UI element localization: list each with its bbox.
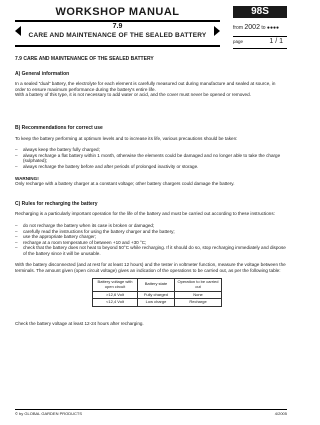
model-badge: 98S bbox=[233, 6, 287, 18]
table-header-cell: Battery voltage with open circuit bbox=[93, 278, 138, 291]
paragraph: Recharging is a particularly important operation for the life of the battery and must be carried out according to these instructions: bbox=[15, 211, 275, 217]
heading-general-information: A) General information bbox=[15, 70, 70, 77]
list-item: – recharge at a room temperature of between +10 and +30 °C; bbox=[15, 240, 287, 246]
list-item: – carefully read the instructions for using the battery charger and the battery; bbox=[15, 229, 287, 235]
table-header-cell: Battery state bbox=[138, 278, 175, 291]
to-dots: ●●●● bbox=[266, 25, 280, 31]
section-heading: 7.9 CARE AND MAINTENANCE OF THE SEALED BATTERY bbox=[15, 56, 154, 62]
section-bar bbox=[15, 23, 220, 45]
paragraph: In a sealed “dual” battery, the electrolyte for each element is carefully measured out during manufacture and sealed at source, in order to ensure maximum performance during the battery's entire life. bbox=[15, 81, 276, 92]
table-cell: Fully charged bbox=[138, 291, 175, 299]
warning-title: WARNING! bbox=[15, 175, 39, 181]
page-number: 1 / 1 bbox=[269, 38, 283, 45]
to-label: to bbox=[261, 25, 266, 31]
validity-range bbox=[233, 24, 289, 31]
table-row bbox=[93, 299, 222, 307]
edition-date: 4/2005 bbox=[274, 411, 287, 416]
section-subtitle: CARE AND MAINTENANCE OF THE SEALED BATTERY bbox=[28, 32, 207, 39]
manual-title: WORKSHOP MANUAL bbox=[55, 6, 180, 18]
paragraph: With the battery disconnected (and at rest for at least 12 hours) and the tester in voltmeter function, measure the voltage between the terminals. The amount given (open circuit voltage) gives an indication of the operations to be carried out, as per the following table: bbox=[15, 262, 286, 274]
copyright: © by GLOBAL GARDEN PRODUCTS bbox=[15, 411, 83, 416]
from-year: 2002 bbox=[244, 24, 260, 31]
list-item: – do not recharge the battery when its case is broken or damaged; bbox=[15, 223, 287, 229]
table-cell: Recharge bbox=[175, 299, 222, 307]
page-header bbox=[15, 6, 287, 50]
header-divider bbox=[15, 45, 220, 47]
list-item: – always keep the battery fully charged; bbox=[15, 147, 287, 153]
main-content bbox=[15, 57, 287, 326]
list-item: – use the appropriate battery charger; bbox=[15, 234, 287, 240]
section-number: 7.9 bbox=[112, 23, 123, 30]
page-label: page bbox=[233, 39, 244, 44]
from-label: from bbox=[233, 25, 243, 31]
paragraph: With a battery of this type, it is not necessary to add water or acid, and the cover must never be opened or removed. bbox=[15, 92, 251, 98]
recharging-rules-list bbox=[15, 223, 287, 257]
table-row bbox=[93, 291, 222, 299]
heading-recharging-rules: C) Rules for recharging the battery bbox=[15, 200, 98, 207]
header-divider bbox=[15, 20, 220, 22]
table-header-cell: Operation to be carried out bbox=[175, 278, 222, 291]
table-cell: <12,4 Volt bbox=[93, 299, 138, 307]
paragraph: To keep the battery performing at optimum levels and to increase its life, various precautions should be taken: bbox=[15, 135, 238, 141]
list-item: – check that the battery does not heat to beyond 50°C while recharging. If it should do so, stop recharging immediately and dispose of the battery since it will be unusable. bbox=[15, 245, 287, 256]
battery-voltage-table bbox=[92, 278, 222, 307]
table-cell: >12,6 Volt bbox=[93, 291, 138, 299]
next-arrow-icon[interactable] bbox=[214, 26, 220, 36]
recommendations-list bbox=[15, 147, 287, 169]
list-item: – always recharge the battery before and after periods of prolonged inactivity or storage. bbox=[15, 164, 287, 170]
table-header-row bbox=[93, 278, 222, 291]
page-indicator bbox=[233, 36, 287, 49]
table-cell: Low charge bbox=[138, 299, 175, 307]
closing-note: Check the battery voltage at least 12-24 hours after recharging. bbox=[15, 320, 144, 326]
heading-recommendations: B) Recommendations for correct use bbox=[15, 124, 103, 131]
table-cell: None bbox=[175, 291, 222, 299]
warning-text: Only recharge with a battery charger at a constant voltage; other battery chargers could damage the battery. bbox=[15, 181, 235, 187]
footer-divider bbox=[15, 409, 287, 410]
list-item: – always recharge a flat battery within 1 month, otherwise the elements could be damaged and no longer able to take the charge (sulphated); bbox=[15, 153, 287, 164]
